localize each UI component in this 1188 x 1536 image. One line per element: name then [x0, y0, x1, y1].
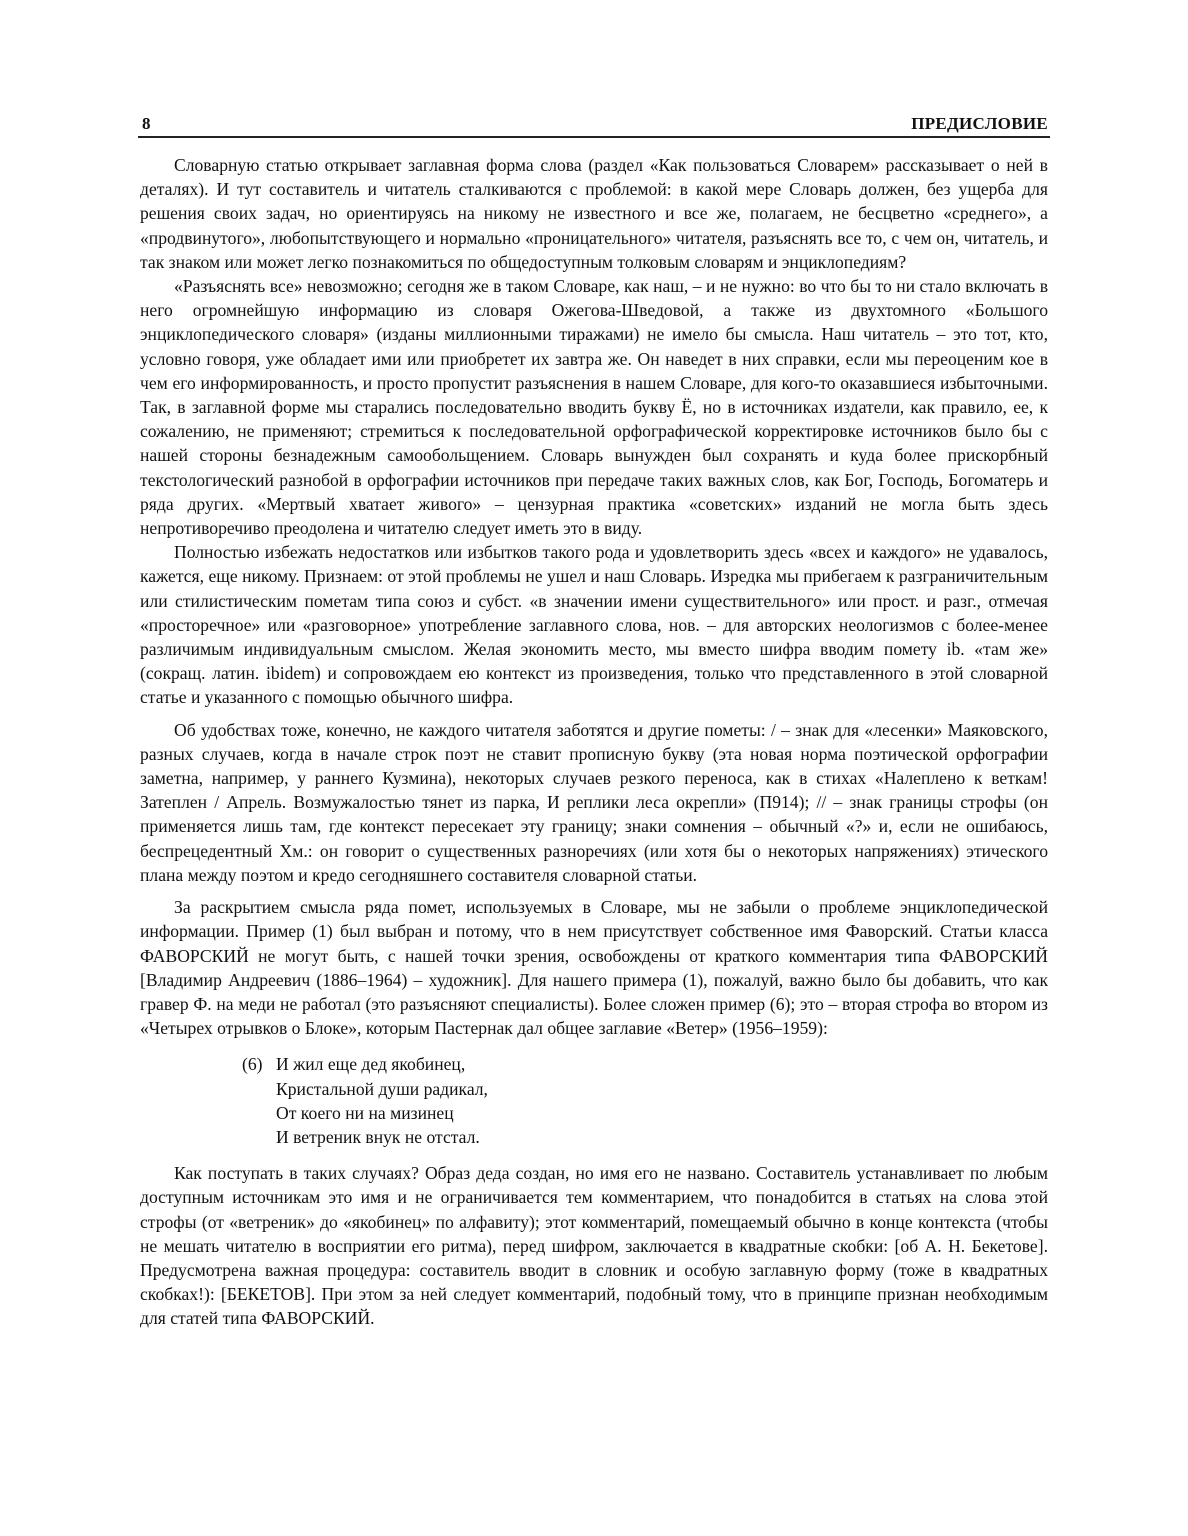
paragraph: Полностью избежать недостатков или избытков такого рода и удовлетворить здесь «всех и каждого» не удавалось, кажется, еще никому. Признаем: от этой проблемы не ушел и наш Словарь. Изредка мы прибегаем к разграничительным или стилистическим пометам типа союз и субст. «в значении имени существительного» или прост. и разг., отмечая «просторечное» или «разговорное» употребление заглавного слова, нов. – для авторских неологизмов с более-менее различимым индивидуальным смыслом. Желая экономить место, мы вместо шифра вводим помету ib. «там же» (сокращ. латин. ibidem) и сопровождаем ею контекст из произведения, только что представленного в этой словарной статье и указанного с помощью обычного шифра.: [140, 542, 1048, 708]
poem-line: Кристальной души радикал,: [276, 1078, 488, 1099]
main-text: [140, 153, 1048, 1331]
paragraph: Как поступать в таких случаях? Образ деда создан, но имя его не названо. Составитель устанавливает по любым доступным источникам это имя и не ограничивается тем комментарием, что понадобится в статьях на слова этой строфы (от «ветреник» до «якобинец» по алфавиту); этот комментарий, помещаемый обычно в конце контекста (чтобы не мешать читателю в восприятии его ритма), перед шифром, заключается в квадратные скобки: [об А. Н. Бекетове]. Предусмотрена важная процедура: составитель вводит в словник и особую заглавную форму (тоже в квадратных скобках!): [БЕКЕТОВ]. При этом за ней следует комментарий, подобный тому, что в принципе признан необходимым для статей типа ФАВОРСКИЙ.: [140, 1163, 1048, 1329]
example-number: (6): [242, 1054, 263, 1075]
section-title: ПРЕДИСЛОВИЕ: [911, 114, 1048, 133]
poem-line: И ветреник внук не отстал.: [276, 1126, 480, 1147]
paragraph: За раскрытием смысла ряда помет, используемых в Словаре, мы не забыли о проблеме энциклопедической информации. Пример (1) был выбран и потому, что в нем присутствует собственное имя Фаворский. Статьи класса ФАВОРСКИЙ не могут быть, с нашей точки зрения, освобождены от краткого комментария типа ФАВОРСКИЙ [Владимир Андреевич (1886–1964) – художник]. Для нашего примера (1), пожалуй, важно было бы добавить, что как гравер Ф. на меди не работал (это разъясняют специалисты). Более сложен пример (6); это – вторая строфа во втором из «Четырех отрывков о Блоке», которым Пастернак дал общее заглавие «Ветер» (1956–1959):: [140, 897, 1048, 1039]
paragraph: Об удобствах тоже, конечно, не каждого читателя заботятся и другие пометы: / – знак для «лесенки» Маяковского, разных случаев, когда в начале строк поэт не ставит прописную букву (эта новая норма поэтической орфографии заметна, например, у раннего Кузмина), некоторых случаев резкого переноса, как в стихах «Налеплено к веткам! Затеплен / Апрель. Возмужалостью тянет из парка, И реплики леса окрепли» (П914); // – знак границы строфы (он применяется лишь там, где контекст пересекает эту границу; знаки сомнения – обычный «?» и, если не ошибаюсь, беспрецедентный Хм.: он говорит о существенных разноречиях (или хотя бы о некоторых напряжениях) этического плана между поэтом и кредо сегодняшнего составителя словарной статьи.: [140, 719, 1048, 885]
poem-line: От коего ни на мизинец: [276, 1102, 454, 1123]
paragraph: Словарную статью открывает заглавная форма слова (раздел «Как пользоваться Словарем» рассказывает о ней в деталях). И тут составитель и читатель сталкиваются с проблемой: в какой мере Словарь должен, без ущерба для решения своих задач, но ориентируясь на никому не известного и все же, полагаем, не бесцветно «среднего», а «продвинутого», любопытствующего и нормально «проницательного» читателя, разъяснять все то, с чем он, читатель, и так знаком или может легко познакомиться по общедоступным толковым словарям и энциклопедиям?: [140, 155, 1048, 272]
page-number: 8: [142, 114, 151, 133]
poem-line: И жил еще дед якобинец,: [276, 1054, 466, 1075]
poem-lines: [276, 1052, 488, 1149]
poem-quote: [242, 1052, 1048, 1149]
paragraph: «Разъяснять все» невозможно; сегодня же в таком Словаре, как наш, – и не нужно: во что бы то ни стало включать в него огромнейшую информацию из словаря Ожегова-Шведовой, а также из двухтомного «Большого энциклопедического словаря» (изданы миллионными тиражами) не имело бы смысла. Наш читатель – это тот, кто, условно говоря, уже обладает ими или приобретет их завтра же. Он наведет в них справки, если мы переоценим кое в чем его информированность, и просто пропустит разъяснения в нашем Словаре, для кого-то оказавшиеся избыточными. Так, в заглавной форме мы старались последовательно вводить букву Ё, но в источниках издатели, как правило, ее, к сожалению, не применяют; стремиться к последовательной орфографической корректировке источников было бы с нашей стороны безнадежным самообольщением. Словарь вынужден был сохранять и куда более прискорбный текстологический разнобой в орфографии источников при передаче таких важных слов, как Бог, Господь, Богоматерь и ряда других. «Мертвый хватает живого» – цензурная практика «советских» изданий не могла быть здесь непротиворечиво преодолена и читателю следует иметь это в виду.: [140, 276, 1048, 539]
running-header: [138, 112, 1050, 138]
